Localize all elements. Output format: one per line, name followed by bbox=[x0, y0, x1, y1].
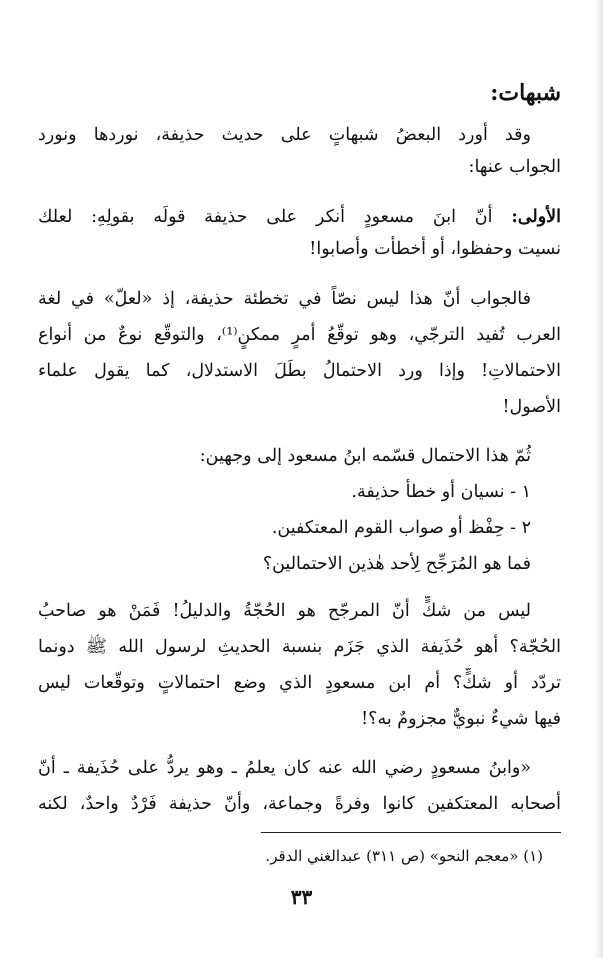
split-intro: ثُمّ هذا الاحتمال قسّمه ابنُ مسعود إلى وجهين: bbox=[199, 446, 531, 466]
footnote: (١) «معجم النحو» (ص ٣١١) عبدالغني الدقر. bbox=[265, 847, 543, 865]
page-edge-shadow bbox=[593, 0, 603, 958]
doubt-line-1: ليس من شكٍّ أنّ المرجّح هو الحُجّةُ والدليلُ! فَمَنْ هو صاحبُ bbox=[38, 601, 531, 621]
quote-line-1: «وابنُ مسعودٍ رضي الله عنه كان يعلمُ ـ وهو يردُّ على حُذَيفة ـ أنّ bbox=[38, 758, 531, 778]
first-doubt-line-2: نسيت وحفظوا، أو أخطأت وأصابوا! bbox=[309, 239, 561, 259]
section-heading: شبهات: bbox=[490, 80, 561, 106]
answer-line-1: فالجواب أنّ هذا ليس نصّاً في تخطئة حذيفة، إذ «لعلّ» في لغة bbox=[38, 289, 531, 309]
split-item-2: ٢ - حِفْظ أو صواب القوم المعتكفين. bbox=[271, 518, 531, 538]
answer-line-4: الأصول! bbox=[502, 397, 561, 417]
doubt-line-4: فيها شيءٌ نبويٌّ مجزومٌ به؟! bbox=[361, 709, 561, 729]
first-doubt-text: أنّ ابنَ مسعودٍ أنكر على حذيفة قولَه بقولِهِ: لعلك bbox=[38, 207, 512, 227]
quote-line-2: أصحابه المعتكفين كانوا وفرةً وجماعة، وأنّ حذيفة فَرْدٌ واحدٌ، لكنه bbox=[38, 794, 561, 814]
intro-line-1: وقد أورد البعضُ شبهاتٍ على حديث حذيفة، نوردها ونورد bbox=[38, 125, 531, 145]
doubt-line-3: تردّد أو شكٍّ؟ أم ابن مسعودٍ الذي وضع احتمالاتٍ وتوقّعات ليس bbox=[38, 673, 561, 693]
footnote-separator bbox=[261, 832, 561, 833]
answer-line-2: العرب تُفيد الترجّي، وهو توقّعُ أمرٍ ممكنٍ⁽¹⁾، والتوقّع نوعٌ من أنواع bbox=[38, 325, 561, 345]
doubt-line-2: الحُجّة؟ أهو حُذَيفة الذي جَزَم بنسبة الحديثِ لرسول الله ﷺ دونما bbox=[38, 637, 561, 657]
page-number: ٣٣ bbox=[290, 885, 313, 909]
first-doubt-label: الأولى: bbox=[511, 207, 561, 227]
answer-line-3: الاحتمالاتِ! وإذا ورد الاحتمالُ بطَلَ الاستدلال، كما يقول علماء bbox=[38, 361, 561, 381]
intro-line-2: الجواب عنها: bbox=[468, 157, 561, 177]
split-item-1: ١ - نسيان أو خطأ حذيفة. bbox=[351, 482, 531, 502]
split-question: فما هو المُرَجِّح لِأحد هٰذين الاحتمالين؟ bbox=[262, 554, 531, 574]
first-doubt-line-1 bbox=[38, 202, 561, 232]
